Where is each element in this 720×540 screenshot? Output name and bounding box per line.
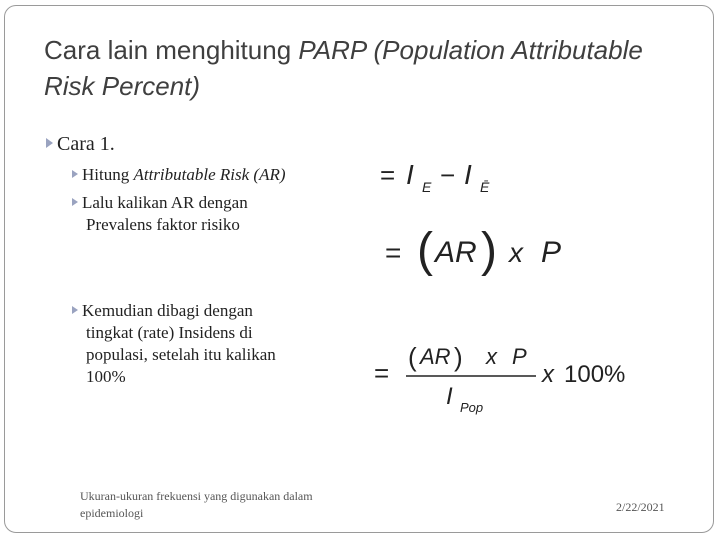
f2-p: P xyxy=(541,236,562,269)
bullet-kemudian-line1: Kemudian dibagi dengan xyxy=(82,301,253,320)
bullet-lalu-kalikan xyxy=(72,192,312,236)
f1-sub1: E xyxy=(422,179,432,195)
bullet-kemudian xyxy=(72,300,322,388)
bullet-arrow-icon xyxy=(72,198,78,206)
f2-equals: = xyxy=(385,237,402,268)
title-emphasis: PARP (Population Attributable Risk Percent) xyxy=(44,35,643,101)
f2-rparen: ) xyxy=(481,224,497,277)
bullet-hitung-prefix: Hitung xyxy=(82,165,134,184)
f2-lparen: ( xyxy=(417,224,433,277)
formula-attributable-risk xyxy=(380,156,520,200)
f2-ar: AR xyxy=(435,236,477,269)
footer-source-line2: epidemiologi xyxy=(80,506,144,520)
f3-den-i: I xyxy=(446,383,453,410)
bullet-hitung-ar xyxy=(72,164,286,186)
footer-source-line1: Ukuran-ukuran frekuensi yang digunakan dalam xyxy=(80,489,313,503)
f1-equals: = xyxy=(380,160,396,190)
bullet-lalu-line1: Lalu kalikan AR dengan xyxy=(82,193,248,212)
f3-num-x: x xyxy=(486,344,497,369)
f1-sub2: Ē xyxy=(480,179,490,195)
f3-num-ar: AR xyxy=(420,344,451,369)
f3-equals: = xyxy=(374,358,390,388)
bullet-cara-1 xyxy=(46,133,115,156)
f1-minus: − xyxy=(440,160,456,190)
slide-title xyxy=(44,32,684,104)
f3-tail-x: x xyxy=(542,361,554,388)
bullet-hitung-italic: Attributable Risk (AR) xyxy=(133,165,286,184)
formula-ar-times-p xyxy=(385,218,585,282)
footer-date: 2/22/2021 xyxy=(616,500,665,514)
f3-num-p: P xyxy=(512,344,527,369)
bullet-kemudian-line4: 100% xyxy=(86,367,126,386)
bullet-kemudian-line3: populasi, setelah itu kalikan xyxy=(86,345,276,364)
title-prefix: Cara lain menghitung xyxy=(44,35,299,65)
formula-parp xyxy=(372,338,662,428)
f3-num-lparen: ( xyxy=(408,342,417,372)
footer-source xyxy=(80,488,370,522)
bullet-lalu-line2: Prevalens faktor risiko xyxy=(86,215,240,234)
bullet-kemudian-line2: tingkat (rate) Insidens di xyxy=(86,323,253,342)
f3-den-sub: Pop xyxy=(460,400,484,415)
bullet-cara-text: Cara 1. xyxy=(57,133,115,155)
f2-x: x xyxy=(509,237,523,268)
bullet-arrow-icon xyxy=(72,170,78,178)
bullet-arrow-icon xyxy=(46,138,53,148)
f1-i1: I xyxy=(406,159,414,190)
f3-num-rparen: ) xyxy=(454,342,463,372)
bullet-arrow-icon xyxy=(72,306,78,314)
f3-tail-pct: 100% xyxy=(564,361,626,388)
f1-i2: I xyxy=(464,159,472,190)
